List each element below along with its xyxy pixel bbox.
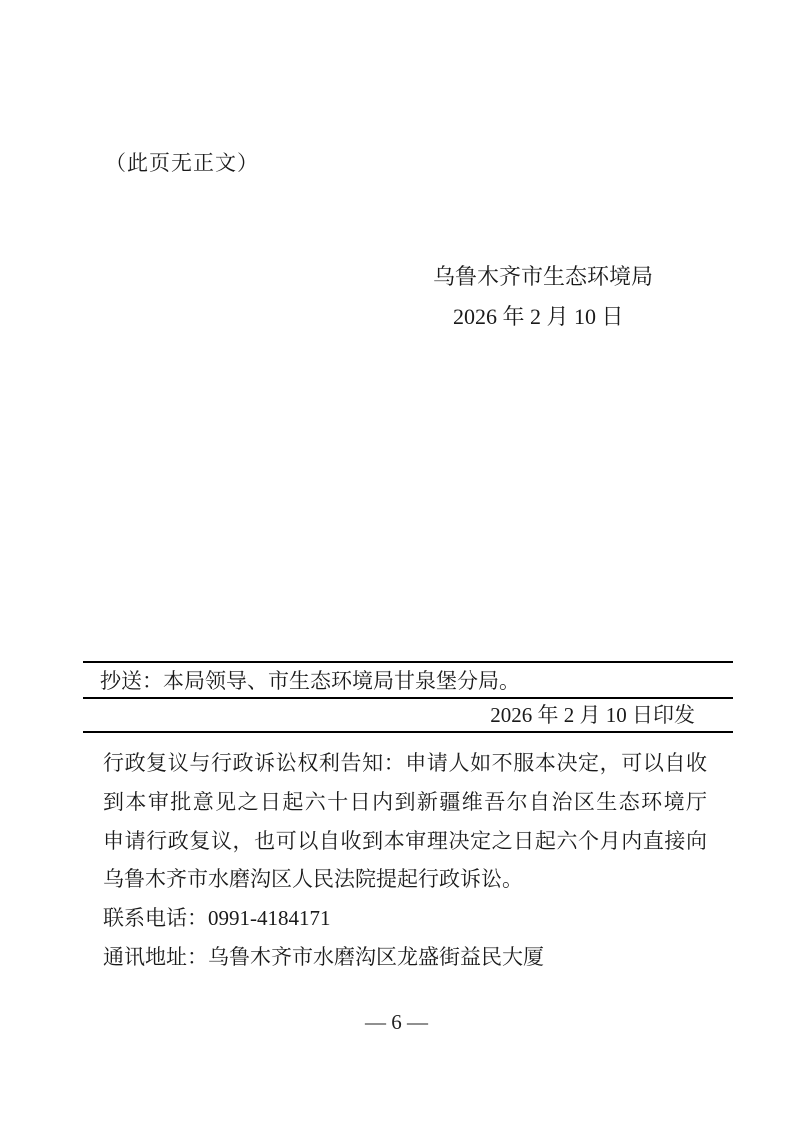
legal-notice-line-1: 行政复议与行政诉讼权利告知：申请人如不服本决定，可以自收 (103, 751, 707, 775)
print-date-text: 2026 年 2 月 10 日印发 (490, 703, 695, 727)
no-body-text-notice: （此页无正文） (105, 151, 259, 175)
cc-print-block (83, 661, 733, 733)
legal-notice-line-3: 申请行政复议，也可以自收到本审理决定之日起六个月内直接向 (103, 828, 707, 853)
contact-phone: 联系电话：0991-4184171 (103, 906, 331, 931)
legal-rights-notice (103, 744, 707, 977)
cc-row (83, 663, 733, 699)
page-number: — 6 — (365, 1010, 428, 1034)
print-date-row (83, 699, 733, 731)
signature-date: 2026 年 2 月 10 日 (453, 304, 624, 329)
legal-notice-line-2: 到本审批意见之日起六十日内到新疆维吾尔自治区生态环境厅 (103, 789, 707, 814)
cc-line-text: 抄送：本局领导、市生态环境局甘泉堡分局。 (100, 669, 520, 693)
contact-address: 通讯地址：乌鲁木齐市水磨沟区龙盛街益民大厦 (103, 944, 544, 969)
legal-notice-line-4: 乌鲁木齐市水磨沟区人民法院提起行政诉讼。 (103, 867, 523, 892)
signature-agency-name: 乌鲁木齐市生态环境局 (433, 264, 654, 289)
